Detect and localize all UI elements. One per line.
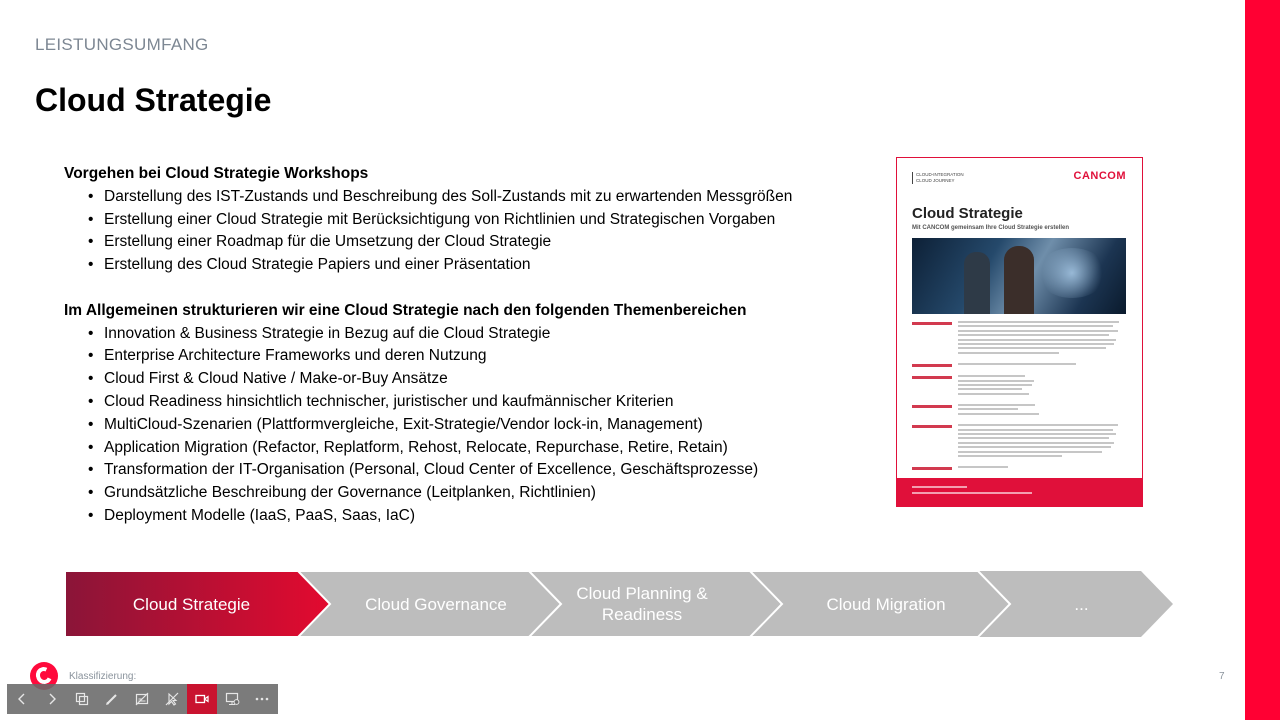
process-step-label: Cloud Governance bbox=[365, 594, 507, 614]
presenter-toolbar bbox=[7, 684, 278, 714]
list-item: • Darstellung des IST-Zustands und Beschreibung des Soll-Zustands mit zu erwartenden Messgrößen bbox=[88, 186, 864, 209]
section-heading-workshops: Vorgehen bei Cloud Strategie Workshops bbox=[64, 165, 369, 182]
process-step-label: Cloud Migration bbox=[826, 594, 946, 614]
classification-label: Klassifizierung: bbox=[69, 671, 137, 682]
brochure-topline-1: CLOUD-INTEGRATION bbox=[916, 172, 964, 177]
workshop-bullet-list bbox=[88, 186, 864, 277]
brochure-topline bbox=[912, 172, 964, 184]
chevron-left-icon[interactable] bbox=[7, 684, 37, 714]
topics-bullet-list bbox=[88, 323, 864, 528]
slide-title: Cloud Strategie bbox=[35, 82, 272, 118]
slides-overview-icon[interactable] bbox=[67, 684, 97, 714]
list-item: • Erstellung einer Cloud Strategie mit Berücksichtigung von Richtlinien und Strategischen Vorgaben bbox=[88, 209, 864, 232]
list-item: • Erstellung des Cloud Strategie Papiers und einer Präsentation bbox=[88, 254, 864, 277]
brochure-footer bbox=[897, 478, 1142, 506]
process-step-label: Cloud Planning & Readiness bbox=[576, 584, 708, 624]
list-item: • Deployment Modelle (IaaS, PaaS, Saas, IaC) bbox=[88, 505, 864, 528]
brand-accent-bar bbox=[1245, 0, 1280, 720]
list-item: • Cloud First & Cloud Native / Make-or-Buy Ansätze bbox=[88, 368, 864, 391]
list-item: • Cloud Readiness hinsichtlich technischer, juristischer und kaufmännischer Kriterien bbox=[88, 391, 864, 414]
subtitles-off-icon[interactable] bbox=[127, 684, 157, 714]
page-number: 7 bbox=[1219, 671, 1225, 682]
chevron-right-icon[interactable] bbox=[37, 684, 67, 714]
display-settings-icon[interactable] bbox=[217, 684, 247, 714]
pen-icon[interactable] bbox=[97, 684, 127, 714]
process-step-label: Cloud Strategie bbox=[132, 594, 251, 614]
more-options-icon[interactable] bbox=[247, 684, 277, 714]
list-item: • Application Migration (Refactor, Replatform, Rehost, Relocate, Repurchase, Retire, Retain) bbox=[88, 437, 864, 460]
slide-body bbox=[64, 163, 864, 528]
pointer-off-icon[interactable] bbox=[157, 684, 187, 714]
list-item: • Erstellung einer Roadmap für die Umsetzung der Cloud Strategie bbox=[88, 231, 864, 254]
process-step-label: ... bbox=[1074, 594, 1089, 614]
brochure-topline-2: CLOUD JOURNEY bbox=[916, 178, 955, 183]
brochure-thumbnail bbox=[896, 157, 1143, 507]
brochure-subtitle: Mit CANCOM gemeinsam Ihre Cloud Strategie erstellen bbox=[912, 225, 1070, 231]
brochure-photo bbox=[912, 238, 1126, 314]
list-item: • Innovation & Business Strategie in Bezug auf die Cloud Strategie bbox=[88, 323, 864, 346]
list-item: • Transformation der IT-Organisation (Personal, Cloud Center of Excellence, Geschäftsprozesse) bbox=[88, 459, 864, 482]
list-item: • MultiCloud-Szenarien (Plattformvergleiche, Exit-Strategie/Vendor lock-in, Management) bbox=[88, 414, 864, 437]
cancom-logo: CANCOM bbox=[1073, 170, 1126, 182]
list-item: • Grundsätzliche Beschreibung der Governance (Leitplanken, Richtlinien) bbox=[88, 482, 864, 505]
brochure-text-block bbox=[912, 321, 1126, 478]
camera-icon[interactable] bbox=[187, 684, 217, 714]
section-heading-topics: Im Allgemeinen strukturieren wir eine Cloud Strategie nach den folgenden Themenbereichen bbox=[64, 301, 747, 319]
list-item: • Enterprise Architecture Frameworks und deren Nutzung bbox=[88, 345, 864, 368]
slide-eyebrow: LEISTUNGSUMFANG bbox=[35, 35, 209, 54]
brochure-title: Cloud Strategie bbox=[912, 205, 1023, 222]
process-chevron-bar bbox=[65, 571, 1175, 637]
